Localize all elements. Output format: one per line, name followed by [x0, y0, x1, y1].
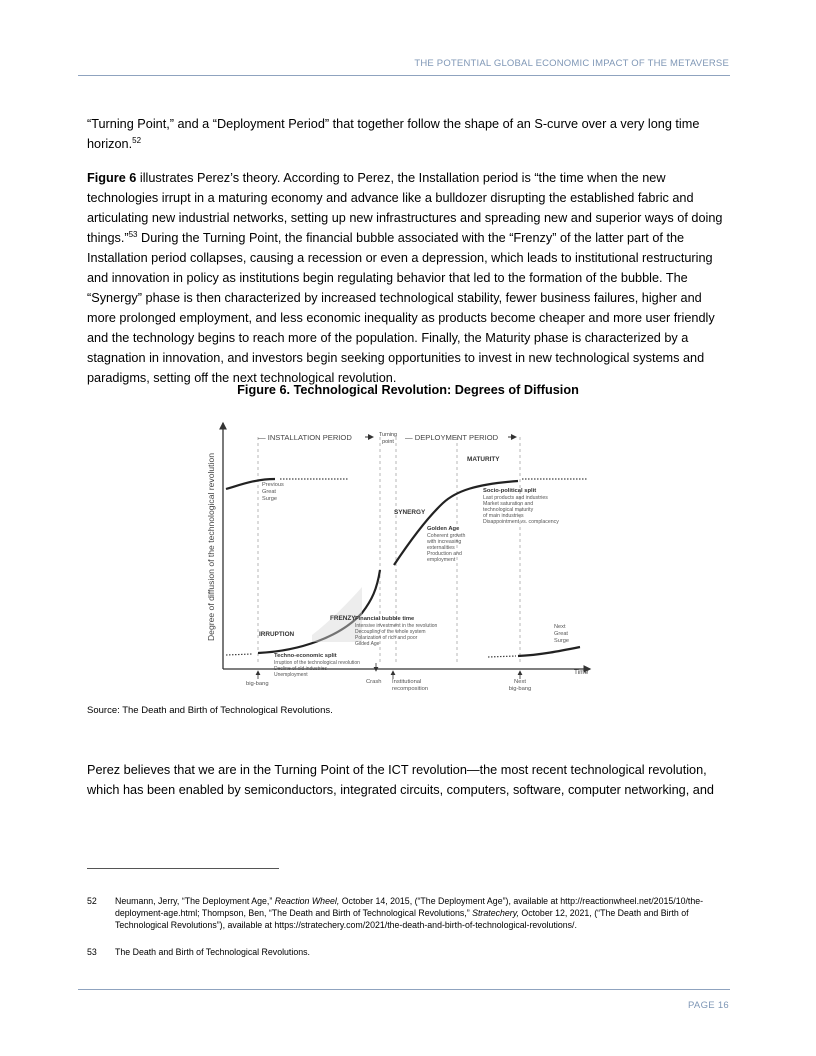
footnote-ref-53[interactable]: 53: [128, 229, 138, 239]
page-number: PAGE 16: [688, 1000, 729, 1011]
sociopolitical-line-3: technological maturity: [483, 507, 534, 513]
institutional-label-1: Institutional: [392, 679, 422, 685]
paragraph-1: [87, 114, 733, 154]
previous-surge-1: Previous: [262, 482, 284, 488]
next-surge-2: Great: [554, 631, 568, 637]
next-surge-curve: [518, 647, 580, 656]
running-header: THE POTENTIAL GLOBAL ECONOMIC IMPACT OF THE METAVERSE: [414, 58, 729, 69]
footer-rule: [78, 989, 730, 990]
footnote-52-italic-1: Reaction Wheel,: [274, 896, 340, 906]
footnote-52-italic-2: Stratechery,: [472, 908, 519, 918]
next-surge-1: Next: [554, 624, 566, 630]
golden-age-line-3: externalities: [427, 545, 455, 551]
sociopolitical-line-4: of main industries: [483, 513, 524, 519]
sociopolitical-title: Socio-political split: [483, 488, 537, 494]
diffusion-diagram: [200, 417, 600, 695]
phase-synergy: SYNERGY: [394, 509, 426, 516]
figure-source: Source: The Death and Birth of Technological Revolutions.: [87, 705, 333, 716]
turning-point-label-2: point: [382, 439, 394, 445]
footnote-rule: [87, 868, 279, 869]
footnote-52-pre: Neumann, Jerry, “The Deployment Age,”: [115, 896, 275, 906]
phase-frenzy: FRENZY: [330, 615, 356, 622]
bigbang-label: big-bang: [246, 681, 269, 687]
bubble-line-3: Polarization of rich and poor: [355, 635, 418, 641]
technoeconomic-line-2: Decline of old industries: [274, 666, 328, 672]
irruption-dotted: [226, 654, 252, 655]
paragraph-1-text: “Turning Point,” and a “Deployment Period” that together follow the shape of an S-curve over a very long time horizon.: [87, 117, 700, 151]
bubble-line-1: Intensive investment in the revolution: [355, 623, 438, 629]
phase-maturity: MATURITY: [467, 456, 500, 463]
figure-title: Figure 6. Technological Revolution: Degrees of Diffusion: [237, 383, 579, 397]
installation-period-label: — INSTALLATION PERIOD: [258, 433, 352, 442]
footnote-53-number: 53: [87, 947, 97, 957]
footnote-52-text: [115, 895, 727, 931]
sociopolitical-line-5: Disappointment vs. complacency: [483, 519, 559, 525]
footnote-53-text: The Death and Birth of Technological Revolutions.: [115, 947, 310, 957]
sociopolitical-line-2: Market saturation and: [483, 501, 534, 507]
next-surge-dotted: [488, 656, 516, 657]
golden-age-line-2: with increasing: [427, 539, 462, 545]
next-surge-3: Surge: [554, 638, 569, 644]
technoeconomic-line-3: Unemployment: [274, 672, 308, 678]
technoeconomic-title: Techno-economic split: [274, 653, 337, 659]
next-bigbang-label-2: big-bang: [508, 686, 532, 692]
institutional-label-2: recomposition: [392, 686, 429, 692]
y-axis-label: Degree of diffusion of the technological revolution: [206, 452, 216, 642]
phase-irruption: IRRUPTION: [259, 631, 295, 638]
previous-surge-3: Surge: [262, 496, 277, 502]
footnote-52-mid: October 14, 2015, (“The Deployment Age”), available at http://reactionwheel.net/2015/10/the-deployment-age.html; Thompson, Ben, “The Death and Birth of Technological Revolutions,”: [115, 896, 704, 918]
bubble-line-2: Decoupling of the whole system: [355, 629, 426, 635]
technoeconomic-line-1: Irruption of the technological revolution: [274, 660, 360, 666]
paragraph-2-text-b: During the Turning Point, the financial bubble associated with the “Frenzy” of the latter part of the Installation period collapses, causing a recession or even a depression, which leads to institutional restructuring and innovation in policy as institutions begin regulating behavior that led to the formation of the bubble. The “Synergy” phase is then characterized by increased technological stability, fewer business failures, higher and more prolonged employment, and less economic inequality as products become cheaper and more user friendly and the technology begins to reach more of the population. Finally, the Maturity phase is characterized by a stagnation in innovation, and investors begin seeking opportunities to invest in new technological systems and paradigms, setting off the next technological revolution.: [87, 231, 715, 385]
golden-age-line-5: employment: [427, 557, 456, 563]
footnote-ref-52[interactable]: 52: [132, 135, 142, 145]
header-rule: [78, 75, 730, 76]
crash-label: Crash: [366, 679, 382, 685]
footnote-52-number: 52: [87, 896, 97, 906]
figure-reference: Figure 6: [87, 171, 137, 185]
paragraph-2-text-a: illustrates Perez’s theory. According to Perez, the Installation period is “the time when the new technologies irrupt in a maturing economy and advance like a bulldozer disrupting the established fabric and articulating new industrial networks, setting up new infrastructures and spreading new and superior ways of doing things.”: [87, 171, 723, 245]
x-axis-label: Time: [574, 669, 589, 676]
next-bigbang-label-1: Next: [514, 679, 526, 685]
bubble-title: Financial bubble time: [355, 616, 415, 622]
paragraph-3: Perez believes that we are in the Turning Point of the ICT revolution—the most recent technological revolution, which has been enabled by semiconductors, integrated circuits, computers, software, computer networking, and: [87, 763, 714, 797]
golden-age-line-4: Production and: [427, 551, 462, 557]
deployment-period-label: — DEPLOYMENT PERIOD: [405, 433, 499, 442]
golden-age-line-1: Coherent growth: [427, 533, 466, 539]
bubble-line-4: Gilded Age: [355, 641, 380, 647]
previous-surge-2: Great: [262, 489, 276, 495]
paragraph-2: [87, 168, 733, 388]
footnote-52-post: October 12, 2021, (“The Death and Birth of Technological Revolutions”), available at https://stratechery.com/2021/the-death-and-birth-of-technological-revolutions/.: [115, 908, 689, 930]
sociopolitical-line-1: Last products and industries: [483, 495, 548, 501]
golden-age-title: Golden Age: [427, 526, 460, 532]
turning-point-label: Turning: [378, 432, 398, 438]
